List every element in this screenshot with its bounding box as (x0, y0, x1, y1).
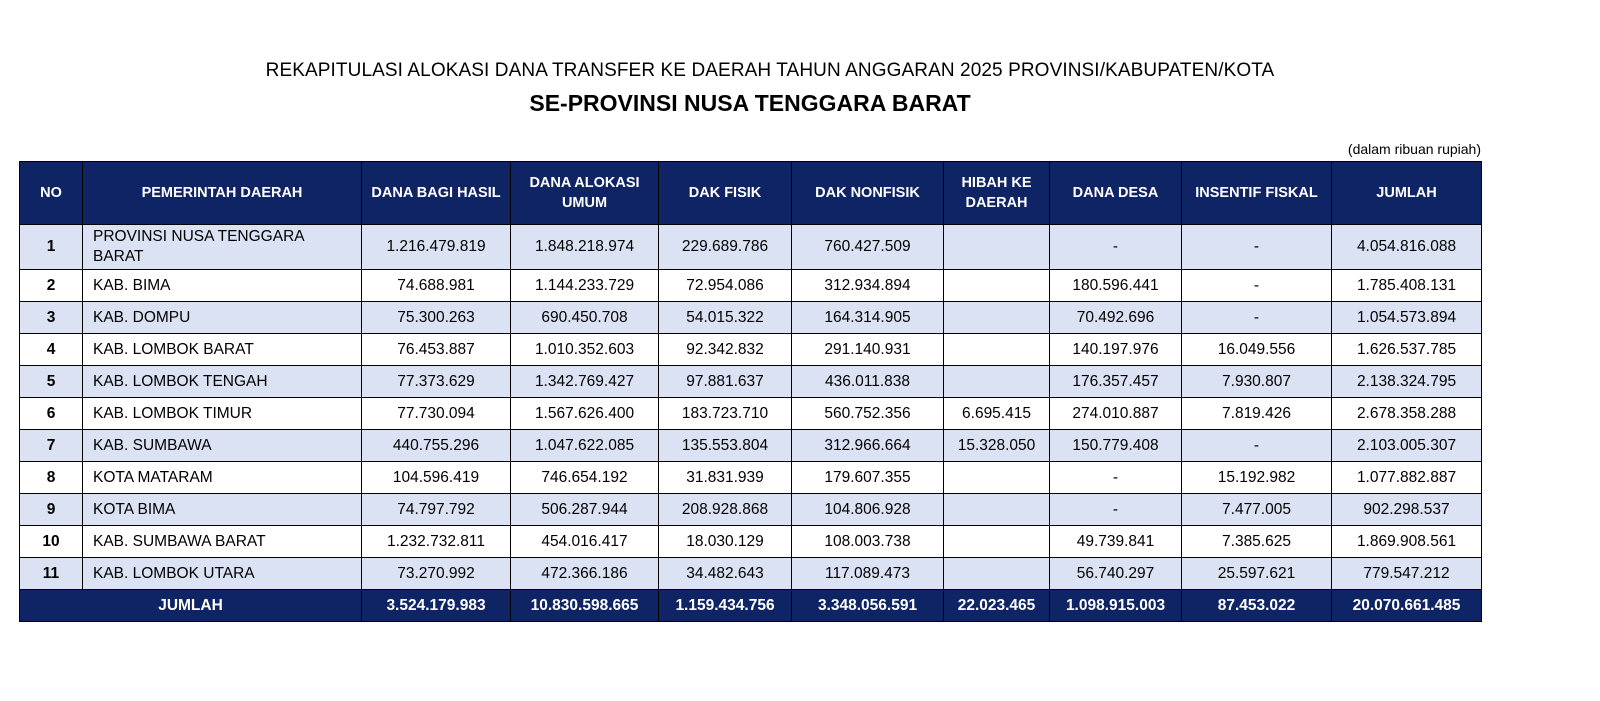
total-cell: 87.453.022 (1182, 590, 1332, 622)
cell-no: 2 (20, 270, 83, 302)
cell-dana-desa: - (1050, 494, 1182, 526)
cell-dana-desa: 70.492.696 (1050, 302, 1182, 334)
cell-dak-nonfisik: 312.966.664 (792, 430, 944, 462)
cell-dak-nonfisik: 108.003.738 (792, 526, 944, 558)
cell-dana-bagi-hasil: 104.596.419 (362, 462, 511, 494)
header-dana-bagi-hasil: DANA BAGI HASIL (362, 162, 511, 225)
cell-jumlah: 1.054.573.894 (1332, 302, 1482, 334)
cell-dana-bagi-hasil: 1.216.479.819 (362, 225, 511, 270)
cell-dana-bagi-hasil: 1.232.732.811 (362, 526, 511, 558)
cell-dana-alokasi-umum: 1.342.769.427 (511, 366, 659, 398)
cell-hibah-ke-daerah: 15.328.050 (944, 430, 1050, 462)
cell-dana-desa: 140.197.976 (1050, 334, 1182, 366)
header-hibah-ke-daerah: HIBAH KE DAERAH (944, 162, 1050, 225)
cell-insentif-fiskal: 7.477.005 (1182, 494, 1332, 526)
cell-dak-nonfisik: 117.089.473 (792, 558, 944, 590)
document-title: REKAPITULASI ALOKASI DANA TRANSFER KE DAERAH TAHUN ANGGARAN 2025 PROVINSI/KABUPATEN/KOTA (265, 60, 1275, 81)
header-region: PEMERINTAH DAERAH (83, 162, 362, 225)
cell-jumlah: 779.547.212 (1332, 558, 1482, 590)
cell-dana-bagi-hasil: 74.797.792 (362, 494, 511, 526)
cell-no: 7 (20, 430, 83, 462)
cell-dak-nonfisik: 104.806.928 (792, 494, 944, 526)
cell-region: KAB. LOMBOK BARAT (83, 334, 362, 366)
cell-insentif-fiskal: 7.930.807 (1182, 366, 1332, 398)
table-row (20, 270, 1482, 302)
cell-dana-desa: 56.740.297 (1050, 558, 1182, 590)
cell-insentif-fiskal: - (1182, 225, 1332, 270)
cell-dana-alokasi-umum: 506.287.944 (511, 494, 659, 526)
cell-dana-bagi-hasil: 75.300.263 (362, 302, 511, 334)
table-row (20, 430, 1482, 462)
cell-dak-fisik: 135.553.804 (659, 430, 792, 462)
cell-dak-fisik: 208.928.868 (659, 494, 792, 526)
cell-no: 11 (20, 558, 83, 590)
cell-no: 3 (20, 302, 83, 334)
cell-dana-alokasi-umum: 472.366.186 (511, 558, 659, 590)
header-dak-nonfisik: DAK NONFISIK (792, 162, 944, 225)
cell-jumlah: 1.077.882.887 (1332, 462, 1482, 494)
cell-dana-bagi-hasil: 77.730.094 (362, 398, 511, 430)
cell-insentif-fiskal: - (1182, 430, 1332, 462)
cell-hibah-ke-daerah (944, 225, 1050, 270)
cell-insentif-fiskal: - (1182, 302, 1332, 334)
cell-insentif-fiskal: 7.385.625 (1182, 526, 1332, 558)
cell-jumlah: 2.138.324.795 (1332, 366, 1482, 398)
table-row (20, 462, 1482, 494)
total-cell: 20.070.661.485 (1332, 590, 1482, 622)
cell-hibah-ke-daerah (944, 558, 1050, 590)
cell-dana-desa: 176.357.457 (1050, 366, 1182, 398)
cell-no: 5 (20, 366, 83, 398)
cell-insentif-fiskal: 16.049.556 (1182, 334, 1332, 366)
cell-region: KAB. LOMBOK UTARA (83, 558, 362, 590)
cell-no: 10 (20, 526, 83, 558)
cell-dak-fisik: 97.881.637 (659, 366, 792, 398)
cell-region: KAB. DOMPU (83, 302, 362, 334)
cell-dana-bagi-hasil: 77.373.629 (362, 366, 511, 398)
table-body (20, 225, 1482, 590)
cell-dana-alokasi-umum: 454.016.417 (511, 526, 659, 558)
cell-dak-nonfisik: 436.011.838 (792, 366, 944, 398)
cell-dana-bagi-hasil: 74.688.981 (362, 270, 511, 302)
header-jumlah: JUMLAH (1332, 162, 1482, 225)
cell-no: 9 (20, 494, 83, 526)
cell-dana-alokasi-umum: 1.047.622.085 (511, 430, 659, 462)
cell-jumlah: 4.054.816.088 (1332, 225, 1482, 270)
total-cell: 22.023.465 (944, 590, 1050, 622)
cell-region: KAB. LOMBOK TENGAH (83, 366, 362, 398)
table-row (20, 494, 1482, 526)
cell-jumlah: 1.785.408.131 (1332, 270, 1482, 302)
cell-dana-alokasi-umum: 690.450.708 (511, 302, 659, 334)
cell-jumlah: 2.678.358.288 (1332, 398, 1482, 430)
table-row (20, 366, 1482, 398)
cell-jumlah: 902.298.537 (1332, 494, 1482, 526)
cell-hibah-ke-daerah (944, 302, 1050, 334)
cell-dak-nonfisik: 164.314.905 (792, 302, 944, 334)
cell-dana-bagi-hasil: 76.453.887 (362, 334, 511, 366)
cell-dana-alokasi-umum: 1.010.352.603 (511, 334, 659, 366)
cell-jumlah: 1.626.537.785 (1332, 334, 1482, 366)
table-row (20, 225, 1482, 270)
cell-hibah-ke-daerah (944, 494, 1050, 526)
cell-region: KAB. BIMA (83, 270, 362, 302)
header-insentif-fiskal: INSENTIF FISKAL (1182, 162, 1332, 225)
cell-dak-nonfisik: 291.140.931 (792, 334, 944, 366)
cell-insentif-fiskal: 7.819.426 (1182, 398, 1332, 430)
total-label: JUMLAH (20, 590, 362, 622)
cell-dak-fisik: 31.831.939 (659, 462, 792, 494)
cell-dana-alokasi-umum: 1.144.233.729 (511, 270, 659, 302)
cell-dana-desa: 180.596.441 (1050, 270, 1182, 302)
cell-dak-nonfisik: 560.752.356 (792, 398, 944, 430)
cell-region: KAB. LOMBOK TIMUR (83, 398, 362, 430)
total-cell: 3.524.179.983 (362, 590, 511, 622)
cell-dana-alokasi-umum: 1.567.626.400 (511, 398, 659, 430)
cell-no: 4 (20, 334, 83, 366)
cell-dak-fisik: 92.342.832 (659, 334, 792, 366)
cell-dak-fisik: 18.030.129 (659, 526, 792, 558)
header-dak-fisik: DAK FISIK (659, 162, 792, 225)
cell-jumlah: 2.103.005.307 (1332, 430, 1482, 462)
cell-region: KAB. SUMBAWA BARAT (83, 526, 362, 558)
cell-dak-fisik: 72.954.086 (659, 270, 792, 302)
cell-region: KOTA BIMA (83, 494, 362, 526)
table-row (20, 334, 1482, 366)
cell-jumlah: 1.869.908.561 (1332, 526, 1482, 558)
cell-insentif-fiskal: - (1182, 270, 1332, 302)
cell-dak-nonfisik: 179.607.355 (792, 462, 944, 494)
cell-dak-fisik: 34.482.643 (659, 558, 792, 590)
cell-dak-fisik: 183.723.710 (659, 398, 792, 430)
table-row (20, 526, 1482, 558)
table-row (20, 398, 1482, 430)
cell-hibah-ke-daerah (944, 334, 1050, 366)
cell-dana-desa: 274.010.887 (1050, 398, 1182, 430)
cell-dana-desa: 150.779.408 (1050, 430, 1182, 462)
cell-no: 1 (20, 225, 83, 270)
allocation-table (19, 161, 1482, 622)
cell-hibah-ke-daerah (944, 526, 1050, 558)
cell-dak-nonfisik: 312.934.894 (792, 270, 944, 302)
table-row (20, 558, 1482, 590)
cell-dak-nonfisik: 760.427.509 (792, 225, 944, 270)
cell-dana-desa: - (1050, 462, 1182, 494)
cell-no: 6 (20, 398, 83, 430)
cell-insentif-fiskal: 25.597.621 (1182, 558, 1332, 590)
unit-note: (dalam ribuan rupiah) (1347, 141, 1481, 157)
cell-hibah-ke-daerah: 6.695.415 (944, 398, 1050, 430)
cell-dana-desa: - (1050, 225, 1182, 270)
cell-dana-alokasi-umum: 1.848.218.974 (511, 225, 659, 270)
header-no: NO (20, 162, 83, 225)
cell-dana-desa: 49.739.841 (1050, 526, 1182, 558)
document-subtitle: SE-PROVINSI NUSA TENGGARA BARAT (529, 90, 971, 116)
cell-region: KAB. SUMBAWA (83, 430, 362, 462)
cell-no: 8 (20, 462, 83, 494)
cell-region: KOTA MATARAM (83, 462, 362, 494)
cell-hibah-ke-daerah (944, 462, 1050, 494)
cell-dana-alokasi-umum: 746.654.192 (511, 462, 659, 494)
total-cell: 10.830.598.665 (511, 590, 659, 622)
cell-dana-bagi-hasil: 440.755.296 (362, 430, 511, 462)
cell-region: PROVINSI NUSA TENGGARA BARAT (83, 225, 362, 270)
cell-dak-fisik: 54.015.322 (659, 302, 792, 334)
header-row (20, 162, 1482, 225)
header-dana-alokasi-umum: DANA ALOKASI UMUM (511, 162, 659, 225)
cell-hibah-ke-daerah (944, 270, 1050, 302)
table-row (20, 302, 1482, 334)
total-cell: 1.159.434.756 (659, 590, 792, 622)
cell-dana-bagi-hasil: 73.270.992 (362, 558, 511, 590)
total-row (20, 590, 1482, 622)
total-cell: 1.098.915.003 (1050, 590, 1182, 622)
cell-hibah-ke-daerah (944, 366, 1050, 398)
cell-dak-fisik: 229.689.786 (659, 225, 792, 270)
total-cell: 3.348.056.591 (792, 590, 944, 622)
header-dana-desa: DANA DESA (1050, 162, 1182, 225)
cell-insentif-fiskal: 15.192.982 (1182, 462, 1332, 494)
